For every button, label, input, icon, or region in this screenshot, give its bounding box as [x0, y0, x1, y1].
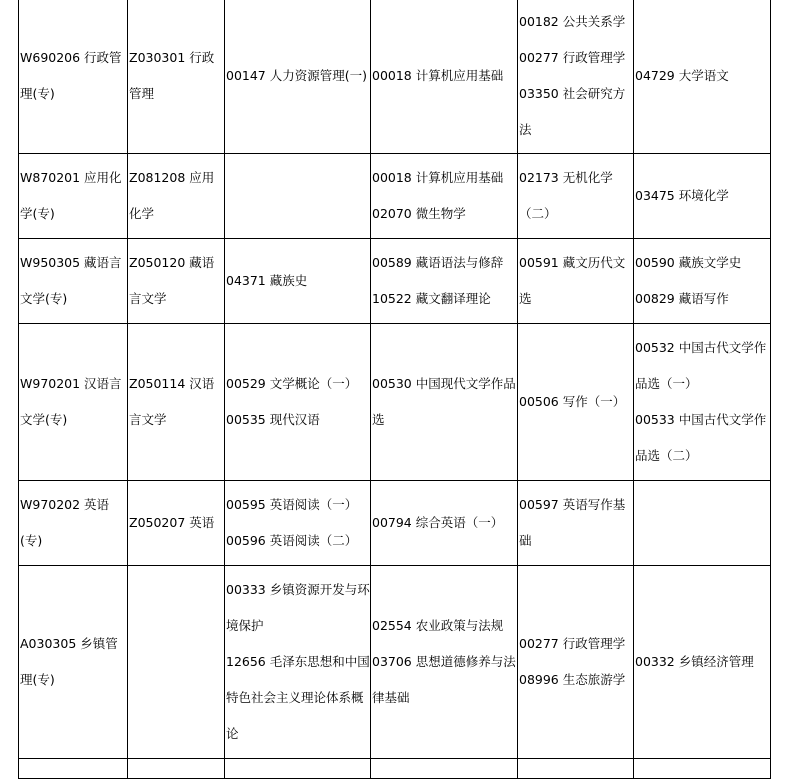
- course-entry: 00829 藏语写作: [635, 291, 729, 306]
- course-group-3-cell: [518, 0, 634, 154]
- course-entry: A030305 乡镇管理(专): [20, 636, 118, 687]
- course-entry: 00147 人力资源管理(一): [226, 68, 367, 83]
- course-group-2-cell: [371, 566, 518, 759]
- empty-cell: [634, 759, 771, 779]
- course-group-2-cell: [371, 324, 518, 481]
- empty-cell: [128, 759, 225, 779]
- course-entry: W970201 汉语言文学(专): [20, 376, 122, 427]
- course-group-3-cell: [518, 154, 634, 239]
- course-entry: 00590 藏族文学史: [635, 255, 742, 270]
- exam-major-cell: [128, 0, 225, 154]
- exam-major-cell: [128, 481, 225, 566]
- exam-major-cell: [128, 324, 225, 481]
- table-row: [19, 154, 771, 239]
- course-entry: 00533 中国古代文学作品选（二）: [635, 412, 767, 463]
- table-row: [19, 324, 771, 481]
- course-entry: Z050120 藏语言文学: [129, 255, 215, 306]
- empty-cell: [225, 759, 371, 779]
- course-entry: Z050207 英语: [129, 515, 215, 530]
- major-cell: [19, 324, 128, 481]
- exam-major-cell: [128, 154, 225, 239]
- course-entry: 03475 环境化学: [635, 188, 729, 203]
- course-group-4-cell: [634, 154, 771, 239]
- empty-cell: [371, 759, 518, 779]
- course-group-2-cell: [371, 239, 518, 324]
- empty-cell: [518, 759, 634, 779]
- course-entry: 00506 写作（一）: [519, 394, 626, 409]
- course-group-3-cell: [518, 239, 634, 324]
- course-entry: 00018 计算机应用基础: [372, 68, 504, 83]
- course-group-4-cell: [634, 239, 771, 324]
- course-entry: W690206 行政管理(专): [20, 50, 122, 101]
- exam-major-cell: [128, 566, 225, 759]
- course-group-4-cell: [634, 481, 771, 566]
- course-entry: 03706 思想道德修养与法律基础: [372, 654, 516, 705]
- course-group-1-cell: [225, 324, 371, 481]
- course-entry: 02070 微生物学: [372, 206, 466, 221]
- table-row: [19, 239, 771, 324]
- course-entry: Z050114 汉语言文学: [129, 376, 215, 427]
- course-group-1-cell: [225, 0, 371, 154]
- course-entry: 00532 中国古代文学作品选（一）: [635, 340, 767, 391]
- table-row-partial: [19, 759, 771, 779]
- course-entry: 00333 乡镇资源开发与环境保护: [226, 582, 370, 633]
- course-entry: 12656 毛泽东思想和中国特色社会主义理论体系概论: [226, 654, 370, 741]
- course-group-3-cell: [518, 324, 634, 481]
- course-group-2-cell: [371, 481, 518, 566]
- course-entry: 00589 藏语语法与修辞: [372, 255, 504, 270]
- course-entry: 00277 行政管理学: [519, 50, 626, 65]
- course-group-3-cell: [518, 481, 634, 566]
- course-entry: 00794 综合英语（一）: [372, 515, 504, 530]
- course-entry: 10522 藏文翻译理论: [372, 291, 491, 306]
- course-entry: 03350 社会研究方法: [519, 86, 626, 137]
- course-entry: W970202 英语(专): [20, 497, 110, 548]
- course-entry: 00018 计算机应用基础: [372, 170, 504, 185]
- table-row: [19, 481, 771, 566]
- course-group-4-cell: [634, 0, 771, 154]
- course-entry: W950305 藏语言文学(专): [20, 255, 122, 306]
- course-entry: W870201 应用化学(专): [20, 170, 122, 221]
- course-entry: 00332 乡镇经济管理: [635, 654, 754, 669]
- course-group-1-cell: [225, 154, 371, 239]
- course-group-1-cell: [225, 481, 371, 566]
- course-entry: Z081208 应用化学: [129, 170, 215, 221]
- major-cell: [19, 239, 128, 324]
- course-entry: Z030301 行政管理: [129, 50, 215, 101]
- table-row: [19, 566, 771, 759]
- course-table: [18, 0, 771, 779]
- course-entry: 02554 农业政策与法规: [372, 618, 504, 633]
- course-group-3-cell: [518, 566, 634, 759]
- course-entry: 00591 藏文历代文选: [519, 255, 626, 306]
- course-entry: 00596 英语阅读（二）: [226, 533, 358, 548]
- course-entry: 04729 大学语文: [635, 68, 729, 83]
- empty-cell: [19, 759, 128, 779]
- course-table-body: [19, 0, 771, 779]
- course-entry: 04371 藏族史: [226, 273, 308, 288]
- course-group-2-cell: [371, 0, 518, 154]
- course-entry: 00535 现代汉语: [226, 412, 320, 427]
- course-group-4-cell: [634, 324, 771, 481]
- major-cell: [19, 566, 128, 759]
- course-entry: 00530 中国现代文学作品选: [372, 376, 516, 427]
- course-entry: 00595 英语阅读（一）: [226, 497, 358, 512]
- course-entry: 00597 英语写作基础: [519, 497, 626, 548]
- major-cell: [19, 0, 128, 154]
- course-group-1-cell: [225, 566, 371, 759]
- course-entry: 08996 生态旅游学: [519, 672, 626, 687]
- exam-major-cell: [128, 239, 225, 324]
- course-group-2-cell: [371, 154, 518, 239]
- course-entry: 02173 无机化学（二）: [519, 170, 613, 221]
- table-row: [19, 0, 771, 154]
- course-entry: 00182 公共关系学: [519, 14, 626, 29]
- course-entry: 00277 行政管理学: [519, 636, 626, 651]
- course-entry: 00529 文学概论（一）: [226, 376, 358, 391]
- course-group-4-cell: [634, 566, 771, 759]
- major-cell: [19, 154, 128, 239]
- major-cell: [19, 481, 128, 566]
- course-group-1-cell: [225, 239, 371, 324]
